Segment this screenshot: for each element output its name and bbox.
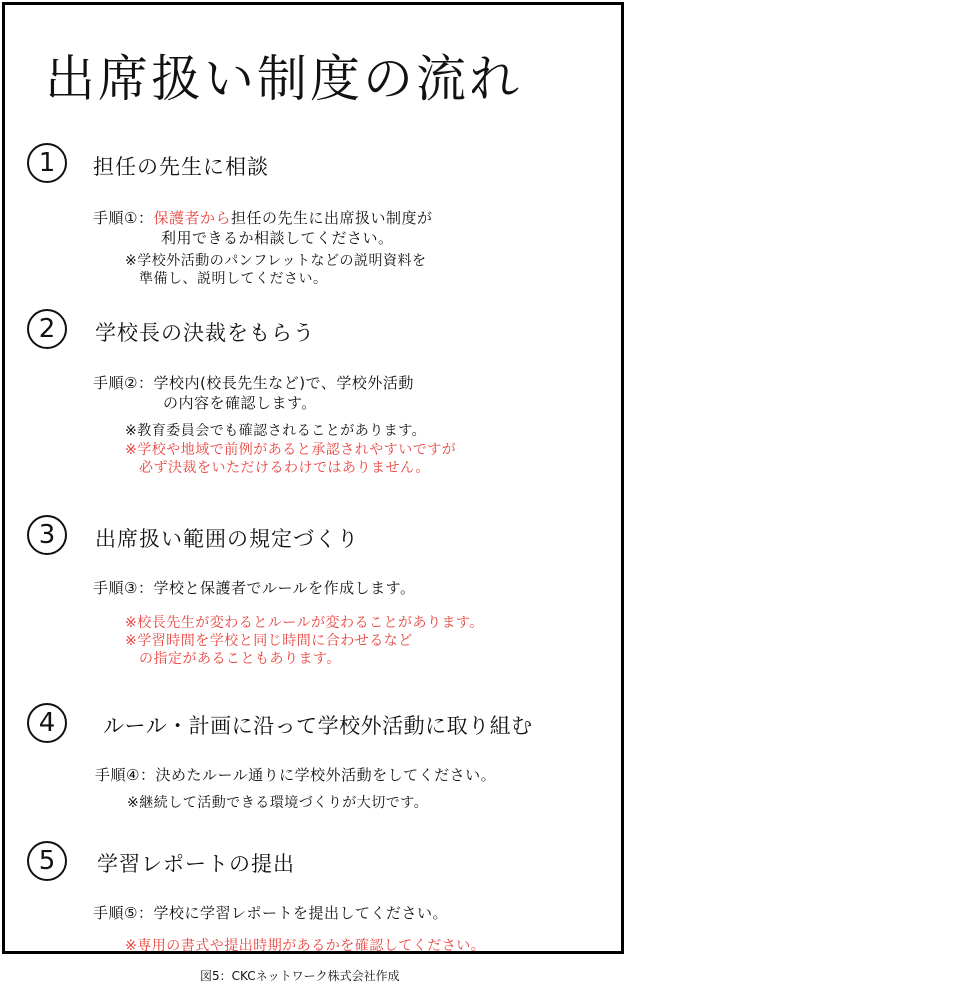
step-5-note-1: ※専用の書式や提出時期があるかを確認してください。 xyxy=(125,938,486,954)
step-3-number-badge: 3 xyxy=(27,515,67,555)
step-3-procedure xyxy=(93,577,415,598)
step-3-note-3: の指定があることもあります。 xyxy=(139,651,341,667)
step-5-number-badge: 5 xyxy=(27,841,67,881)
step-4-heading: ルール・計画に沿って学校外活動に取り組む xyxy=(103,714,533,738)
step-3-note-2: ※学習時間を学校と同じ時間に合わせるなど xyxy=(125,633,413,649)
step-2-procedure-line2: の内容を確認します。 xyxy=(163,394,317,412)
step-1-procedure-line2: 利用できるか相談してください。 xyxy=(161,229,394,247)
step-2-number-badge: 2 xyxy=(27,309,67,349)
step-2-procedure xyxy=(93,372,414,393)
step-4-procedure-text: 決めたルール通りに学校外活動をしてください。 xyxy=(155,766,497,784)
step-1-note-1: ※学校外活動のパンフレットなどの説明資料を xyxy=(125,253,427,269)
step-4-procedure-label: 手順④： xyxy=(95,766,156,784)
step-3-procedure-text: 学校と保護者でルールを作成します。 xyxy=(153,579,416,597)
step-5-procedure-label: 手順⑤： xyxy=(93,904,154,922)
step-2-note-1: ※教育委員会でも確認されることがあります。 xyxy=(125,423,427,439)
step-3-note-1: ※校長先生が変わるとルールが変わることがあります。 xyxy=(125,615,484,631)
step-1-procedure-highlight: 保護者から xyxy=(153,209,231,227)
step-4-number-badge: 4 xyxy=(27,703,67,743)
step-2-procedure-label: 手順②： xyxy=(93,374,154,392)
figure-caption: 図5：CKCネットワーク株式会社作成 xyxy=(200,969,400,983)
step-1-procedure xyxy=(93,207,432,228)
step-4-note-1: ※継続して活動できる環境づくりが大切です。 xyxy=(127,795,429,811)
step-2-heading: 学校長の決裁をもらう xyxy=(95,321,315,345)
step-3-heading: 出席扱い範囲の規定づくり xyxy=(95,527,359,551)
step-5-procedure xyxy=(93,902,448,923)
flow-document xyxy=(2,2,624,954)
step-2-note-3: 必ず決裁をいただけるわけではありません。 xyxy=(139,460,430,476)
page-title: 出席扱い制度の流れ xyxy=(45,50,522,108)
step-5-procedure-text: 学校に学習レポートを提出してください。 xyxy=(153,904,448,922)
step-1-procedure-label: 手順①： xyxy=(93,209,154,227)
step-1-heading: 担任の先生に相談 xyxy=(93,155,269,179)
step-1-number-badge: 1 xyxy=(27,143,67,183)
step-1-procedure-text: 担任の先生に出席扱い制度が xyxy=(230,209,433,227)
step-3-procedure-label: 手順③： xyxy=(93,579,154,597)
step-1-note-2: 準備し、説明してください。 xyxy=(139,271,328,287)
step-2-procedure-text: 学校内(校長先生など)で、学校外活動 xyxy=(153,374,414,392)
step-4-procedure xyxy=(95,764,496,785)
step-2-note-2: ※学校や地域で前例があると承認されやすいですが xyxy=(125,442,457,458)
step-5-heading: 学習レポートの提出 xyxy=(97,852,295,876)
